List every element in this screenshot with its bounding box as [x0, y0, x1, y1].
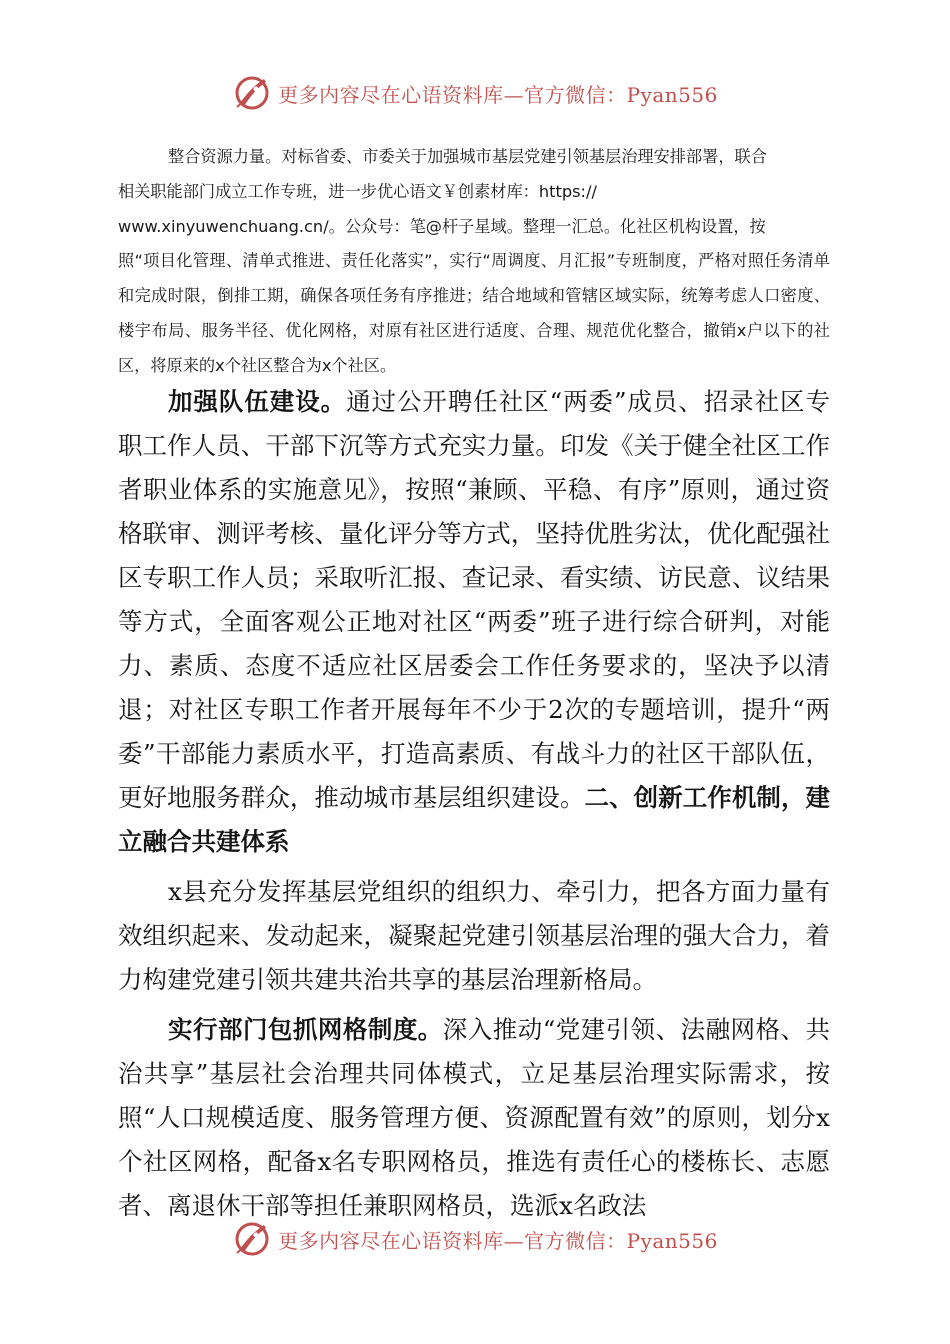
- paragraph-grid-heading: 实行部门包抓网格制度。: [168, 1015, 443, 1044]
- watermark-text: 更多内容尽在心语资料库—官方微信：Pyan556: [278, 82, 718, 107]
- paragraph-team-body: 通过公开聘任社区“两委”成员、招录社区专职工作人员、干部下沉等方式充实力量。印发《关于健全社区工作者职业体系的实施意见》，按照“兼顾、平稳、有序”原则，通过资格联审、测评考核、量化评分等方式，坚持优胜劣汰，优化配强社区专职工作人员；采取听汇报、查记录、看实绩、访民意、议结果等方式，全面客观公正地对社区“两委”班子进行综合研判，对能力、素质、态度不适应社区居委会工作任务要求的，坚决予以清退；对社区专职工作者开展每年不少于2次的专题培训，提升“两委”干部能力素质水平，打造高素质、有战斗力的社区干部队伍，更好地服务群众，推动城市基层组织建设。: [118, 387, 831, 812]
- paragraph-team: [118, 380, 830, 864]
- pen-nib-circle-logo-icon: [232, 73, 272, 113]
- pen-nib-circle-logo-icon: [232, 1219, 272, 1259]
- small-paragraph: [118, 140, 830, 384]
- paragraph-grid-body: 深入推动“党建引领、法融网格、共治共享”基层社会治理共同体模式，立足基层治理实际需求，按照“人口规模适度、服务管理方便、资源配置有效”的原则，划分x个社区网格，配备x名专职网格员，推选有责任心的楼栋长、志愿者、离退休干部等担任兼职网格员，选派x名政法: [118, 1015, 830, 1220]
- small-line-1: 整合资源力量。对标省委、市委关于加强城市基层党建引领基层治理安排部署，联合: [168, 147, 767, 166]
- section-title: 二、创新工作机制，建立融合共建体系: [118, 783, 830, 856]
- paragraph-intro: x县充分发挥基层党组织的组织力、牵引力，把各方面力量有效组织起来、发动起来，凝聚起党建引领基层治理的强大合力，着力构建党建引领共建共治共享的基层治理新格局。: [118, 877, 830, 994]
- watermark-footer: [0, 1216, 950, 1262]
- paragraph-grid: [118, 1008, 830, 1228]
- watermark-text: 更多内容尽在心语资料库—官方微信：Pyan556: [278, 1228, 718, 1253]
- small-line-2: 相关职能部门成立工作专班，进一步优心语文￥创素材库：https://: [118, 181, 597, 201]
- body-text: [118, 380, 830, 1228]
- paragraph-team-heading: 加强队伍建设。: [168, 387, 347, 416]
- small-line-3: www.xinyuwenchuang.cn/。公众号：笔@杆子星域。整理一汇总。化社区机构设置，按: [118, 216, 766, 236]
- small-rest: 照“项目化管理、清单式推进、责任化落实”，实行“周调度、月汇报”专班制度，严格对照任务清单和完成时限，倒排工期，确保各项任务有序推进；结合地域和管辖区域实际，统筹考虑人口密度、楼宇布局、服务半径、优化网格，对原有社区进行适度、合理、规范优化整合，撤销x户以下的社区，将原来的x个社区整合为x个社区。: [118, 251, 830, 375]
- watermark-header: [0, 70, 950, 116]
